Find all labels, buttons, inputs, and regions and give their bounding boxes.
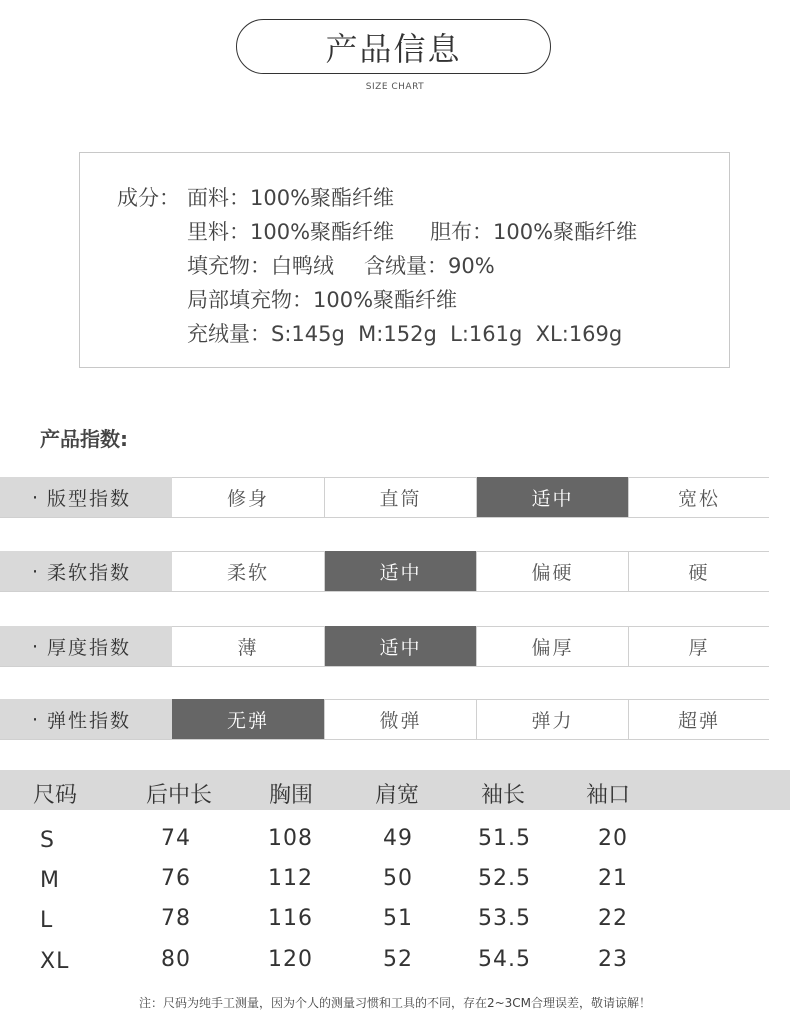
cell: 53.5: [478, 906, 531, 931]
index-option: 超弹: [628, 699, 769, 740]
cell: 52: [383, 947, 413, 972]
cell: 78: [161, 906, 191, 931]
header-shoulder: 肩宽: [375, 783, 420, 808]
index-label-text: 厚度指数: [47, 637, 132, 659]
cell-size: XL: [40, 949, 70, 974]
index-option: 偏厚: [476, 626, 628, 667]
composition-lining-row: [187, 216, 637, 246]
table-row: [0, 943, 790, 983]
header-cuff: 袖口: [586, 783, 631, 808]
cell: 116: [268, 906, 313, 931]
cell: 76: [161, 866, 191, 891]
composition-label: 成分：: [117, 186, 180, 210]
composition-fill-weight: 充绒量：S:145g M:152g L:161g XL:169g: [187, 322, 623, 346]
bullet-dot: ·: [32, 708, 41, 731]
index-option: 硬: [628, 551, 769, 592]
cell: 74: [161, 826, 191, 851]
composition-partial-filling: 局部填充物：100%聚酯纤维: [187, 288, 458, 312]
index-label-text: 弹性指数: [47, 710, 132, 732]
index-option: 直筒: [324, 477, 476, 518]
index-option: 偏硬: [476, 551, 628, 592]
cell: 51.5: [478, 826, 531, 851]
composition-shell: 面料：100%聚酯纤维: [187, 186, 395, 210]
cell: 51: [383, 906, 413, 931]
cell-size: L: [40, 908, 54, 933]
indices-title: 产品指数:: [40, 427, 128, 451]
header-size: 尺码: [33, 783, 78, 808]
composition-fabric: 胆布：100%聚酯纤维: [430, 220, 638, 244]
footnote: 注：尺码为纯手工测量，因为个人的测量习惯和工具的不同，存在2~3CM合理误差，敬请谅解！: [138, 996, 652, 1010]
index-label: [0, 699, 172, 740]
composition-filling-row: [187, 250, 495, 280]
composition-down-content: 含绒量：90%: [364, 254, 495, 278]
cell: 120: [268, 947, 313, 972]
cell: 20: [598, 826, 628, 851]
table-row: [0, 862, 790, 902]
index-option: 修身: [226, 488, 269, 510]
index-option-selected: 适中: [324, 551, 476, 592]
composition-filling: 填充物：白鸭绒: [187, 254, 334, 278]
index-option: 厚: [628, 626, 769, 667]
index-label: [0, 626, 172, 667]
table-row: [0, 902, 790, 942]
index-option: 薄: [237, 637, 259, 659]
index-option: 柔软: [226, 562, 269, 584]
cell: 23: [598, 947, 628, 972]
index-label: [0, 551, 172, 592]
index-row-softness: [0, 551, 769, 592]
index-label-text: 柔软指数: [47, 562, 132, 584]
page-title: 产品信息: [236, 19, 551, 74]
header-chest: 胸围: [269, 783, 314, 808]
cell: 108: [268, 826, 313, 851]
index-row-thickness: [0, 626, 769, 667]
composition-lining: 里料：100%聚酯纤维: [187, 220, 395, 244]
bullet-dot: ·: [32, 486, 41, 509]
cell: 50: [383, 866, 413, 891]
index-label-text: 版型指数: [47, 488, 132, 510]
cell: 80: [161, 947, 191, 972]
cell: 21: [598, 866, 628, 891]
index-row-fit: [0, 477, 769, 518]
index-option-selected: 无弹: [172, 699, 324, 740]
index-option: 弹力: [476, 699, 628, 740]
index-row-elasticity: [0, 699, 769, 740]
bullet-dot: ·: [32, 635, 41, 658]
cell: 52.5: [478, 866, 531, 891]
index-option: 宽松: [628, 477, 769, 518]
bullet-dot: ·: [32, 560, 41, 583]
index-option-selected: 适中: [476, 477, 628, 518]
index-option: 微弹: [324, 699, 476, 740]
cell: 22: [598, 906, 628, 931]
cell: 49: [383, 826, 413, 851]
header-sleeve-length: 袖长: [481, 783, 526, 808]
page-subtitle: SIZE CHART: [365, 82, 425, 92]
cell: 112: [268, 866, 313, 891]
size-table-header: [0, 770, 790, 810]
cell-size: S: [40, 828, 55, 853]
index-option-selected: 适中: [324, 626, 476, 667]
cell: 54.5: [478, 947, 531, 972]
index-label: [0, 477, 172, 518]
cell-size: M: [40, 868, 60, 893]
header-back-length: 后中长: [146, 783, 213, 808]
table-row: [0, 822, 790, 862]
